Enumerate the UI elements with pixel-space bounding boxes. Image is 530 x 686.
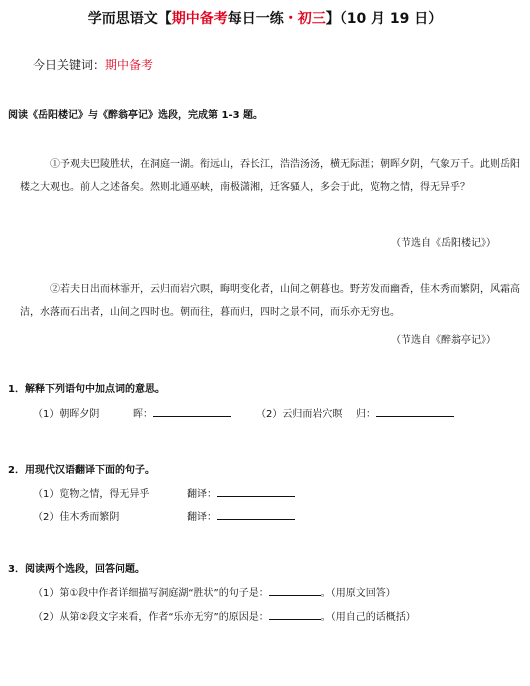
title-dot: ・ [283, 11, 298, 27]
q1-answer-b [356, 405, 454, 420]
passage-2-source: （节选自《醉翁亭记》） [391, 335, 496, 346]
passage-1-source: （节选自《岳阳楼记》） [391, 238, 496, 249]
q2-label-a: 翻译： [187, 489, 217, 500]
answer-blank[interactable] [153, 407, 231, 417]
question-1-title: 1．解释下列语句中加点词的意思。 [8, 384, 165, 395]
title-highlight: 期中备考 [171, 11, 228, 27]
question-3-title: 3．阅读两个选段，回答问题。 [8, 564, 145, 575]
q1-label-b: 归： [356, 409, 376, 420]
passage-2-text: ②若夫日出而林霏开，云归而岩穴暝，晦明变化者，山间之朝暮也。野芳发而幽香，佳木秀而繁阴，风霜高洁，水落而石出者，山间之四时也。朝而往，暮而归，四时之景不同，而乐亦无穷也。 [20, 284, 520, 318]
title-grade: 初三 [297, 11, 326, 27]
passage-1-text: ①予观夫巴陵胜状，在洞庭一湖。衔远山，吞长江，浩浩汤汤，横无际涯；朝晖夕阴，气象万千。此则岳阳楼之大观也。前人之述备矣。然则北通巫峡，南极潇湘，迁客骚人，多会于此，览物之情，得无异乎？ [20, 159, 520, 193]
q2-label-b: 翻译： [187, 512, 217, 523]
q2-answer-b [187, 508, 295, 523]
question-2-title: 2．用现代汉语翻译下面的句子。 [8, 465, 155, 476]
q1-answer-a [133, 405, 231, 420]
q1-sentence-a: （1）朝晖夕阴 [33, 409, 100, 420]
keyword-value: 期中备考 [105, 58, 154, 72]
q3-note-a: 。（用原文回答） [320, 588, 396, 599]
title-prefix: 学而思语文【 [87, 11, 172, 27]
keyword-line [33, 56, 153, 73]
q1-label-a: 晖： [133, 409, 153, 420]
q3-note-b: 。（用自己的话概括） [320, 612, 416, 623]
q3-text-a: （1）第①段中作者详细描写洞庭湖“胜状”的句子是： [33, 588, 269, 599]
q3-text-b: （2）从第②段文字来看，作者“乐亦无穷”的原因是： [33, 612, 269, 623]
answer-blank[interactable] [217, 510, 295, 520]
passage-zuiwengting [20, 278, 525, 324]
q2-sentence-b: （2）佳木秀而繁阴 [33, 512, 120, 523]
reading-intro: 阅读《岳阳楼记》与《醉翁亭记》选段，完成第 1-3 题。 [8, 110, 264, 121]
q3-item-a [33, 584, 396, 599]
q2-sentence-a: （1）览物之情，得无异乎 [33, 489, 150, 500]
answer-blank[interactable] [217, 487, 295, 497]
title-mid: 每日一练 [227, 11, 284, 27]
q2-answer-a [187, 485, 295, 500]
passage-yueyanglou [20, 153, 525, 199]
q3-item-b [33, 608, 416, 623]
answer-blank[interactable] [269, 586, 321, 596]
q1-sentence-b: （2）云归而岩穴暝 [256, 409, 343, 420]
page-title [0, 8, 530, 28]
keyword-label: 今日关键词： [33, 58, 106, 72]
answer-blank[interactable] [269, 610, 321, 620]
answer-blank[interactable] [376, 407, 454, 417]
title-suffix: 】（10 月 19 日） [325, 11, 443, 27]
